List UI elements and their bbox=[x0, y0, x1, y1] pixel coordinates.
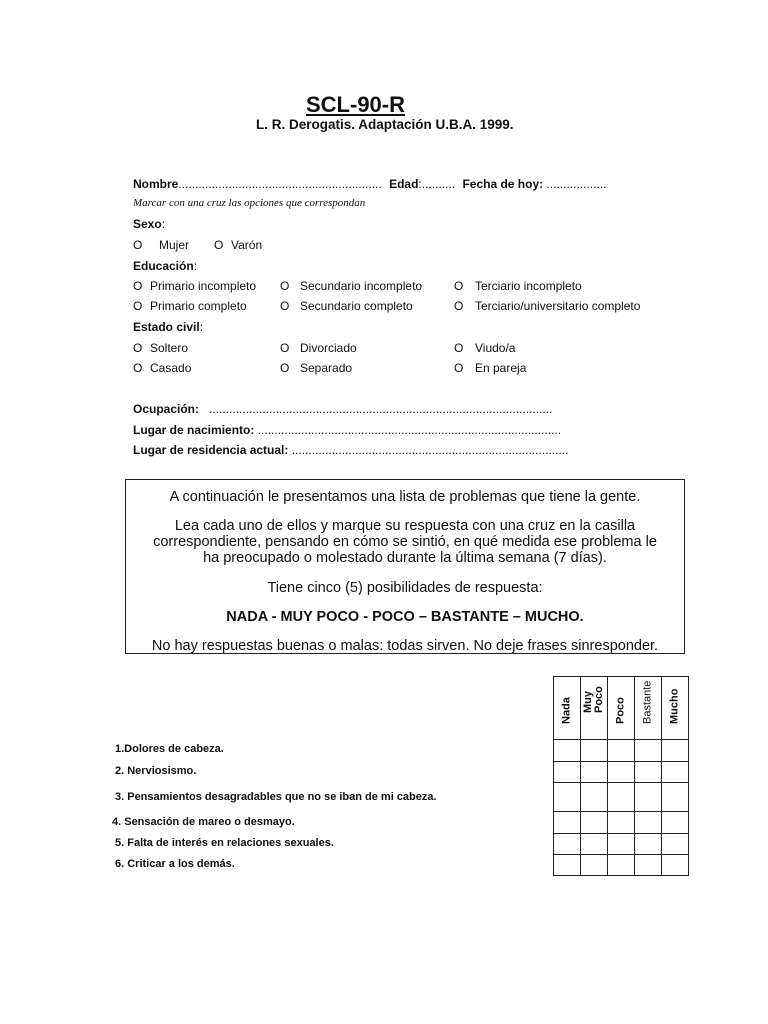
option-label: Mujer bbox=[159, 238, 190, 252]
answer-cell[interactable] bbox=[608, 783, 635, 812]
instruction-line: ha preocupado o molestado durante la última semana (7 días). bbox=[203, 550, 607, 566]
radio-mark[interactable]: O bbox=[454, 299, 464, 313]
sexo-option-mujer[interactable] bbox=[133, 238, 189, 252]
option-label: Primario incompleto bbox=[150, 279, 257, 293]
answer-cell[interactable] bbox=[662, 812, 689, 834]
answer-cell[interactable] bbox=[662, 740, 689, 762]
radio-mark[interactable]: O bbox=[133, 299, 143, 313]
option-label: En pareja bbox=[475, 361, 527, 375]
header-label: Mucho bbox=[668, 688, 681, 724]
radio-mark[interactable]: O bbox=[133, 341, 143, 355]
fecha-field[interactable]: .................. bbox=[546, 177, 607, 191]
nacimiento-field[interactable]: ........................................................................................... bbox=[257, 423, 562, 437]
sexo-colon: : bbox=[161, 217, 166, 231]
nombre-field[interactable]: ............................................................ bbox=[178, 177, 379, 191]
answer-cell[interactable] bbox=[608, 812, 635, 834]
answer-cell[interactable] bbox=[635, 740, 662, 762]
educacion-colon: : bbox=[193, 259, 198, 273]
sexo-option-varon[interactable] bbox=[214, 238, 262, 252]
option-label: Terciario/universitario completo bbox=[475, 299, 641, 313]
sexo-label: Sexo bbox=[133, 217, 162, 231]
radio-mark[interactable]: O bbox=[454, 279, 464, 293]
header-bastante bbox=[635, 677, 662, 740]
answer-cell[interactable] bbox=[608, 855, 635, 876]
answer-cell[interactable] bbox=[554, 762, 581, 783]
item-5: 5. Falta de interés en relaciones sexuales. bbox=[115, 837, 334, 849]
edu-option-terciario-incompleto[interactable] bbox=[454, 279, 582, 293]
item-4: 4. Sensación de mareo o desmayo. bbox=[112, 816, 295, 828]
header-poco bbox=[608, 677, 635, 740]
answer-cell[interactable] bbox=[608, 762, 635, 783]
mark-instruction: Marcar con una cruz las opciones que correspondan bbox=[133, 197, 366, 209]
header-muy-poco bbox=[581, 677, 608, 740]
radio-mark[interactable]: O bbox=[454, 341, 464, 355]
sexo-label-wrap bbox=[133, 217, 165, 231]
answer-cell[interactable] bbox=[635, 812, 662, 834]
answer-cell[interactable] bbox=[581, 783, 608, 812]
edad-label: Edad bbox=[389, 177, 419, 191]
answer-cell[interactable] bbox=[662, 834, 689, 855]
residencia-row bbox=[133, 443, 568, 457]
answer-cell[interactable] bbox=[554, 812, 581, 834]
answer-cell[interactable] bbox=[635, 834, 662, 855]
radio-mark[interactable]: O bbox=[133, 279, 143, 293]
option-label: Varón bbox=[231, 238, 263, 252]
radio-mark[interactable]: O bbox=[280, 341, 290, 355]
answer-cell[interactable] bbox=[581, 812, 608, 834]
option-label: Primario completo bbox=[150, 299, 247, 313]
edu-option-primario-incompleto[interactable] bbox=[133, 279, 256, 293]
item-2: 2. Nerviosismo. bbox=[115, 765, 197, 777]
header-nada bbox=[554, 677, 581, 740]
instructions-box bbox=[125, 479, 685, 654]
edu-option-secundario-completo[interactable] bbox=[280, 299, 413, 313]
civil-option-divorciado[interactable] bbox=[280, 341, 357, 355]
nacimiento-row bbox=[133, 423, 561, 437]
answer-cell[interactable] bbox=[635, 762, 662, 783]
estado-civil-label: Estado civil bbox=[133, 320, 200, 334]
option-label: Viudo/a bbox=[475, 341, 516, 355]
radio-mark[interactable]: O bbox=[214, 238, 224, 252]
form-title: SCL-90-R bbox=[306, 92, 406, 117]
answer-cell[interactable] bbox=[662, 855, 689, 876]
item-6: 6. Criticar a los demás. bbox=[115, 858, 235, 870]
civil-option-en-pareja[interactable] bbox=[454, 361, 526, 375]
edu-option-primario-completo[interactable] bbox=[133, 299, 247, 313]
answer-cell[interactable] bbox=[581, 762, 608, 783]
answer-cell[interactable] bbox=[635, 855, 662, 876]
instruction-line: A continuación le presentamos una lista de problemas que tiene la gente. bbox=[169, 489, 641, 505]
fecha-label: Fecha de hoy: bbox=[462, 177, 544, 191]
radio-mark[interactable]: O bbox=[454, 361, 464, 375]
nombre-label: Nombre bbox=[133, 177, 179, 191]
option-label: Casado bbox=[150, 361, 192, 375]
instruction-line: No hay respuestas buenas o malas: todas sirven. No deje frases sinresponder. bbox=[151, 638, 659, 654]
answer-cell[interactable] bbox=[554, 834, 581, 855]
nacimiento-label: Lugar de nacimiento: bbox=[133, 423, 255, 437]
answer-cell[interactable] bbox=[662, 783, 689, 812]
personal-line: Nombre............................................................. Edad:.......... Fecha de hoy: .................. bbox=[133, 177, 607, 191]
instruction-line: correspondiente, pensando en cómo se sintió, en qué medida ese problema le bbox=[153, 534, 657, 550]
header-label: Bastante bbox=[641, 680, 654, 724]
residencia-label: Lugar de residencia actual: bbox=[133, 443, 289, 457]
civil-option-soltero[interactable] bbox=[133, 341, 188, 355]
radio-mark[interactable]: O bbox=[133, 361, 143, 375]
edu-option-secundario-incompleto[interactable] bbox=[280, 279, 422, 293]
radio-mark[interactable]: O bbox=[280, 299, 290, 313]
civil-option-viudo[interactable] bbox=[454, 341, 515, 355]
option-label: Terciario incompleto bbox=[475, 279, 582, 293]
edad-field[interactable]: :.......... bbox=[418, 177, 456, 191]
option-label: Secundario incompleto bbox=[300, 279, 423, 293]
header-label: Poco bbox=[614, 697, 627, 724]
residencia-field[interactable]: ................................................................................... bbox=[291, 443, 569, 457]
civil-option-casado[interactable] bbox=[133, 361, 191, 375]
radio-mark[interactable]: O bbox=[280, 279, 290, 293]
answer-cell[interactable] bbox=[662, 762, 689, 783]
option-label: Secundario completo bbox=[300, 299, 413, 313]
edu-option-terciario-completo[interactable] bbox=[454, 299, 640, 313]
ocupacion-field[interactable]: ....................................................................................................... bbox=[209, 402, 553, 416]
answer-cell[interactable] bbox=[608, 834, 635, 855]
header-label: Muy Poco bbox=[582, 686, 605, 713]
radio-mark[interactable]: O bbox=[280, 361, 290, 375]
item-1: 1.Dolores de cabeza. bbox=[115, 743, 224, 755]
option-label: Divorciado bbox=[300, 341, 357, 355]
educacion-label: Educación bbox=[133, 259, 194, 273]
ocupacion-label: Ocupación: bbox=[133, 402, 200, 416]
ocupacion-row bbox=[133, 402, 552, 416]
instruction-line: Lea cada uno de ellos y marque su respuesta con una cruz en la casilla bbox=[174, 518, 636, 534]
response-options-line: NADA - MUY POCO - POCO – BASTANTE – MUCHO. bbox=[226, 609, 584, 625]
civil-option-separado[interactable] bbox=[280, 361, 352, 375]
answer-cell[interactable] bbox=[554, 783, 581, 812]
answer-cell[interactable] bbox=[554, 855, 581, 876]
answer-cell[interactable] bbox=[581, 834, 608, 855]
answer-cell[interactable] bbox=[581, 740, 608, 762]
educacion-label-wrap bbox=[133, 259, 197, 273]
item-3: 3. Pensamientos desagradables que no se iban de mi cabeza. bbox=[115, 791, 437, 803]
answer-cell[interactable] bbox=[554, 740, 581, 762]
radio-mark[interactable]: O bbox=[133, 238, 143, 252]
form-subtitle: L. R. Derogatis. Adaptación U.B.A. 1999. bbox=[256, 117, 514, 132]
instruction-line: Tiene cinco (5) posibilidades de respuesta: bbox=[267, 580, 543, 596]
header-label: Nada bbox=[560, 697, 573, 724]
header-mucho bbox=[662, 677, 689, 740]
option-label: Soltero bbox=[150, 341, 189, 355]
option-label: Separado bbox=[300, 361, 353, 375]
answer-cell[interactable] bbox=[635, 783, 662, 812]
estado-civil-colon: : bbox=[199, 320, 204, 334]
response-grid bbox=[553, 676, 689, 876]
estado-civil-label-wrap bbox=[133, 320, 203, 334]
answer-cell[interactable] bbox=[608, 740, 635, 762]
answer-cell[interactable] bbox=[581, 855, 608, 876]
